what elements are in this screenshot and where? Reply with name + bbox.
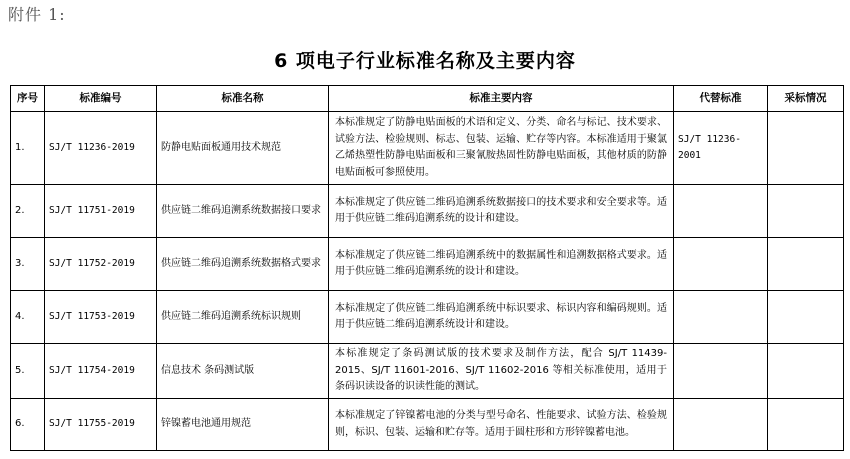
table-row [11, 238, 844, 291]
row-replaced-standard: SJ/T 11236-2001 [674, 112, 768, 185]
header-name: 标准名称 [157, 86, 329, 112]
row-replaced-standard [674, 399, 768, 451]
row-index: 2. [11, 185, 45, 238]
row-standard-content: 本标准规定了锌镍蓄电池的分类与型号命名、性能要求、试验方法、检验规则，标识、包装、运输和贮存等。适用于圆柱形和方形锌镍蓄电池。 [329, 399, 674, 451]
row-replaced-standard [674, 185, 768, 238]
header-content: 标准主要内容 [329, 86, 674, 112]
row-standard-number: SJ/T 11236-2019 [45, 112, 157, 185]
row-standard-name: 防静电贴面板通用技术规范 [157, 112, 329, 185]
row-index: 1. [11, 112, 45, 185]
header-index: 序号 [11, 86, 45, 112]
table-row [11, 291, 844, 344]
page-title: 6 项电子行业标准名称及主要内容 [274, 50, 576, 72]
row-standard-name: 供应链二维码追溯系统数据接口要求 [157, 185, 329, 238]
row-index: 5. [11, 344, 45, 399]
row-standard-number: SJ/T 11751-2019 [45, 185, 157, 238]
row-standard-number: SJ/T 11755-2019 [45, 399, 157, 451]
row-standard-content: 本标准规定了条码测试版的技术要求及制作方法，配合 SJ/T 11439-2015、SJ/T 11601-2016、SJ/T 11602-2016 等相关标准使用，适用于条码识读设备的识读性能的测试。 [329, 344, 674, 399]
table-row [11, 112, 844, 185]
row-replaced-standard [674, 344, 768, 399]
row-replaced-standard [674, 291, 768, 344]
table-row [11, 399, 844, 451]
row-adoption [768, 185, 844, 238]
row-standard-name: 供应链二维码追溯系统数据格式要求 [157, 238, 329, 291]
row-index: 4. [11, 291, 45, 344]
table-row [11, 185, 844, 238]
row-standard-content: 本标准规定了供应链二维码追溯系统中标识要求、标识内容和编码规则。适用于供应链二维码追溯系统设计和建设。 [329, 291, 674, 344]
row-standard-number: SJ/T 11753-2019 [45, 291, 157, 344]
row-standard-name: 信息技术 条码测试版 [157, 344, 329, 399]
row-index: 6. [11, 399, 45, 451]
row-adoption [768, 291, 844, 344]
row-standard-number: SJ/T 11754-2019 [45, 344, 157, 399]
row-standard-content: 本标准规定了防静电贴面板的术语和定义、分类、命名与标记、技术要求、试验方法、检验规则、标志、包装、运输、贮存等内容。本标准适用于聚氯乙烯热塑性防静电贴面板和三聚氰胺热固性防静电贴面板，其他材质的防静电贴面板可参照使用。 [329, 112, 674, 185]
row-standard-content: 本标准规定了供应链二维码追溯系统中的数据属性和追溯数据格式要求。适用于供应链二维码追溯系统的设计和建设。 [329, 238, 674, 291]
header-number: 标准编号 [45, 86, 157, 112]
row-index: 3. [11, 238, 45, 291]
row-adoption [768, 112, 844, 185]
row-adoption [768, 399, 844, 451]
row-adoption [768, 238, 844, 291]
row-standard-name: 锌镍蓄电池通用规范 [157, 399, 329, 451]
row-standard-name: 供应链二维码追溯系统标识规则 [157, 291, 329, 344]
table-row [11, 344, 844, 399]
row-replaced-standard [674, 238, 768, 291]
header-replace: 代替标准 [674, 86, 768, 112]
row-standard-content: 本标准规定了供应链二维码追溯系统数据接口的技术要求和安全要求等。适用于供应链二维码追溯系统的设计和建设。 [329, 185, 674, 238]
standards-table [10, 85, 844, 451]
row-adoption [768, 344, 844, 399]
row-standard-number: SJ/T 11752-2019 [45, 238, 157, 291]
header-adoption: 采标情况 [768, 86, 844, 112]
attachment-label: 附件 1: [8, 5, 66, 24]
table-header-row [11, 86, 844, 112]
